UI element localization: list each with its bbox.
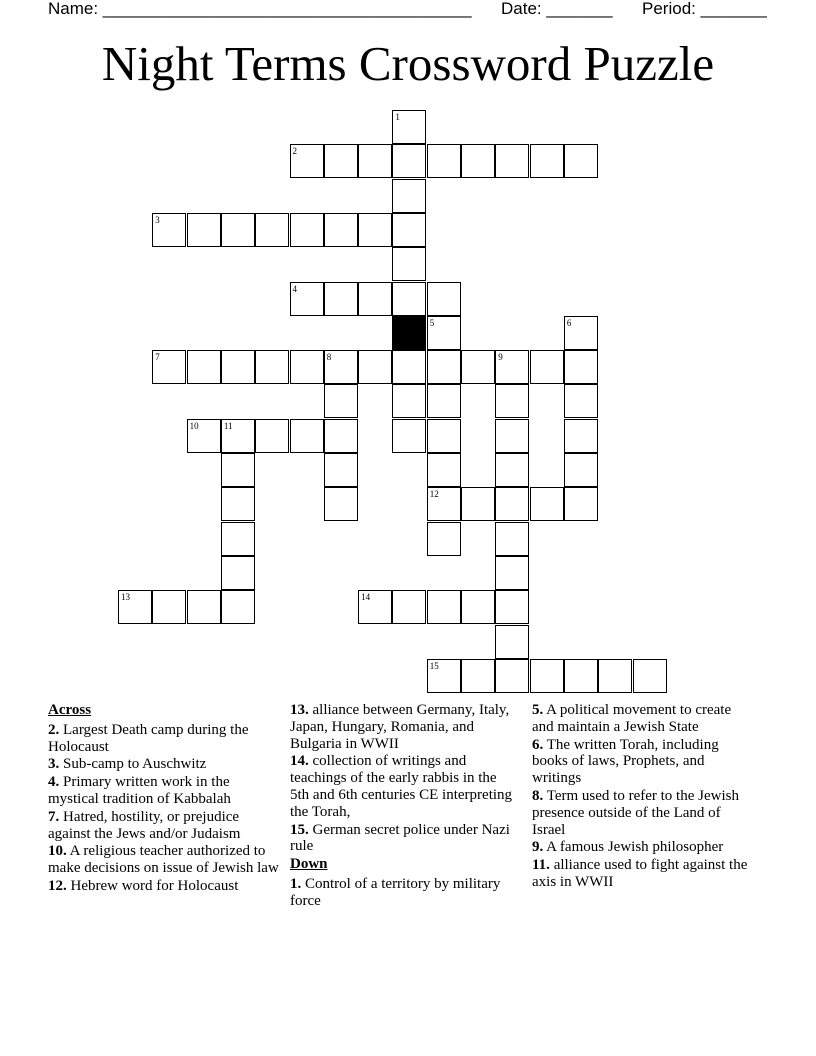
clue-number: 3 [155,214,160,225]
down-clue: 11. alliance used to fight against the axis in WWII [532,857,748,890]
grid-cell[interactable] [324,350,358,384]
grid-cell[interactable] [290,282,324,316]
grid-cell[interactable] [564,487,598,521]
grid-cell[interactable] [118,590,152,624]
grid-cell[interactable] [221,453,255,487]
grid-cell[interactable] [495,144,529,178]
grid-cell[interactable] [530,659,564,693]
grid-cell[interactable] [255,419,289,453]
grid-cell[interactable] [358,282,392,316]
grid-cell[interactable] [392,179,426,213]
grid-cell[interactable] [221,590,255,624]
grid-cell[interactable] [358,144,392,178]
grid-cell[interactable] [221,213,255,247]
date-label: Date: _______ [501,0,613,18]
grid-cell[interactable] [290,144,324,178]
name-label: Name: _______________________________________ [48,0,472,18]
down-clue: 5. A political movement to create and maintain a Jewish State [532,702,732,735]
period-label: Period: _______ [642,0,767,18]
across-clue: 14. collection of writings and teachings of the early rabbis in the 5th and 6th centuries CE interpreting the Torah, [290,753,513,820]
grid-cell[interactable] [358,590,392,624]
clue-number: 14 [361,592,371,603]
grid-cell[interactable] [255,350,289,384]
grid-cell[interactable] [598,659,632,693]
grid-cell[interactable] [427,487,461,521]
across-clue: 3. Sub-camp to Auschwitz [48,756,207,773]
clues-column-2 [290,702,516,911]
grid-cell[interactable] [427,316,461,350]
grid-cell[interactable] [427,282,461,316]
across-clue: 2. Largest Death camp during the Holocaust [48,721,249,755]
clue-number: 12 [429,489,439,500]
grid-cell[interactable] [152,590,186,624]
clues-column-3 [532,702,752,892]
grid-cell[interactable] [495,659,529,693]
grid-cell[interactable] [495,453,529,487]
clue-number: 13 [121,592,130,603]
grid-cell[interactable] [564,350,598,384]
clue-number: 2 [292,146,297,157]
down-clue: 9. A famous Jewish philosopher [532,839,724,856]
grid-cell[interactable] [633,659,667,693]
grid-cell[interactable] [427,384,461,418]
grid-cell[interactable] [427,453,461,487]
across-clue: 4. Primary written work in the mystical tradition of Kabbalah [48,774,231,807]
grid-cell[interactable] [530,350,564,384]
down-heading: Down [290,856,328,873]
grid-cell[interactable] [324,282,358,316]
grid-cell[interactable] [221,487,255,521]
grid-cell[interactable] [392,384,426,418]
clue-number: 15 [429,660,439,671]
across-clue: 7. Hatred, hostility, or prejudice against the Jews and/or Judaism [48,808,241,842]
across-clue: 13. alliance between Germany, Italy, Japan, Hungary, Romania, and Bulgaria in WWII [290,702,510,752]
down-clue: 1. Control of a territory by military force [290,875,501,909]
clue-number: 11 [223,420,233,431]
grid-cell[interactable] [461,487,495,521]
grid-cell[interactable] [564,419,598,453]
grid-cell[interactable] [461,590,495,624]
grid-cell[interactable] [392,213,426,247]
grid-cell[interactable] [290,350,324,384]
grid-cell[interactable] [427,144,461,178]
grid-cell[interactable] [324,419,358,453]
clue-number: 9 [498,352,503,363]
clue-number: 7 [155,352,160,363]
grid-cell[interactable] [495,419,529,453]
grid-cell[interactable] [324,453,358,487]
grid-cell[interactable] [392,110,426,144]
grid-cell[interactable] [290,213,324,247]
grid-cell[interactable] [564,453,598,487]
grid-cell[interactable] [392,350,426,384]
grid-cell[interactable] [461,659,495,693]
clues-column-1 [48,702,280,896]
across-heading: Across [48,702,92,718]
grid-cell[interactable] [427,590,461,624]
grid-cell[interactable] [290,419,324,453]
grid-cell[interactable] [221,350,255,384]
down-clue: 8. Term used to refer to the Jewish presence outside of the Land of Israel [532,787,739,838]
grid-cell[interactable] [255,213,289,247]
grid-cell[interactable] [392,247,426,281]
grid-cell[interactable] [495,556,529,590]
grid-cell[interactable] [495,384,529,418]
clue-number: 8 [326,352,332,363]
grid-cell[interactable] [530,487,564,521]
grid-cell[interactable] [427,659,461,693]
black-cell [392,316,426,350]
grid-cell[interactable] [392,590,426,624]
grid-cell[interactable] [221,522,255,556]
grid-cell[interactable] [427,419,461,453]
grid-cell[interactable] [187,213,221,247]
down-clue: 6. The written Torah, including books of laws, Prophets, and writings [532,736,719,787]
grid-cell[interactable] [324,384,358,418]
grid-cell[interactable] [564,144,598,178]
grid-cell[interactable] [187,350,221,384]
grid-cell[interactable] [324,213,358,247]
grid-cell[interactable] [495,625,529,659]
grid-cell[interactable] [187,590,221,624]
grid-cell[interactable] [392,419,426,453]
grid-cell[interactable] [495,590,529,624]
grid-cell[interactable] [221,556,255,590]
grid-cell[interactable] [564,384,598,418]
page-title: Night Terms Crossword Puzzle [101,36,715,91]
grid-cell[interactable] [152,213,186,247]
grid-cell[interactable] [358,213,392,247]
grid-cell[interactable] [461,350,495,384]
across-clue: 12. Hebrew word for Holocaust [48,877,239,894]
grid-cell[interactable] [461,144,495,178]
grid-cell[interactable] [392,282,426,316]
grid-cell[interactable] [427,350,461,384]
grid-cell[interactable] [564,316,598,350]
grid-cell[interactable] [324,144,358,178]
grid-cell[interactable] [187,419,221,453]
grid-cell[interactable] [495,487,529,521]
grid-cell[interactable] [564,659,598,693]
grid-cell[interactable] [221,419,255,453]
clue-number: 5 [429,317,435,328]
clue-number: 4 [292,283,297,294]
grid-cell[interactable] [324,487,358,521]
grid-cell[interactable] [358,350,392,384]
grid-cell[interactable] [530,144,564,178]
across-clue: 15. German secret police under Nazi rule [290,821,510,855]
clue-number: 6 [566,317,572,328]
grid-cell[interactable] [495,350,529,384]
across-clue: 10. A religious teacher authorized to make decisions on issue of Jewish law [48,843,279,877]
clue-number: 10 [189,420,199,431]
grid-cell[interactable] [495,522,529,556]
grid-cell[interactable] [427,522,461,556]
clue-number: 1 [395,112,400,122]
grid-cell[interactable] [152,350,186,384]
grid-cell[interactable] [392,144,426,178]
